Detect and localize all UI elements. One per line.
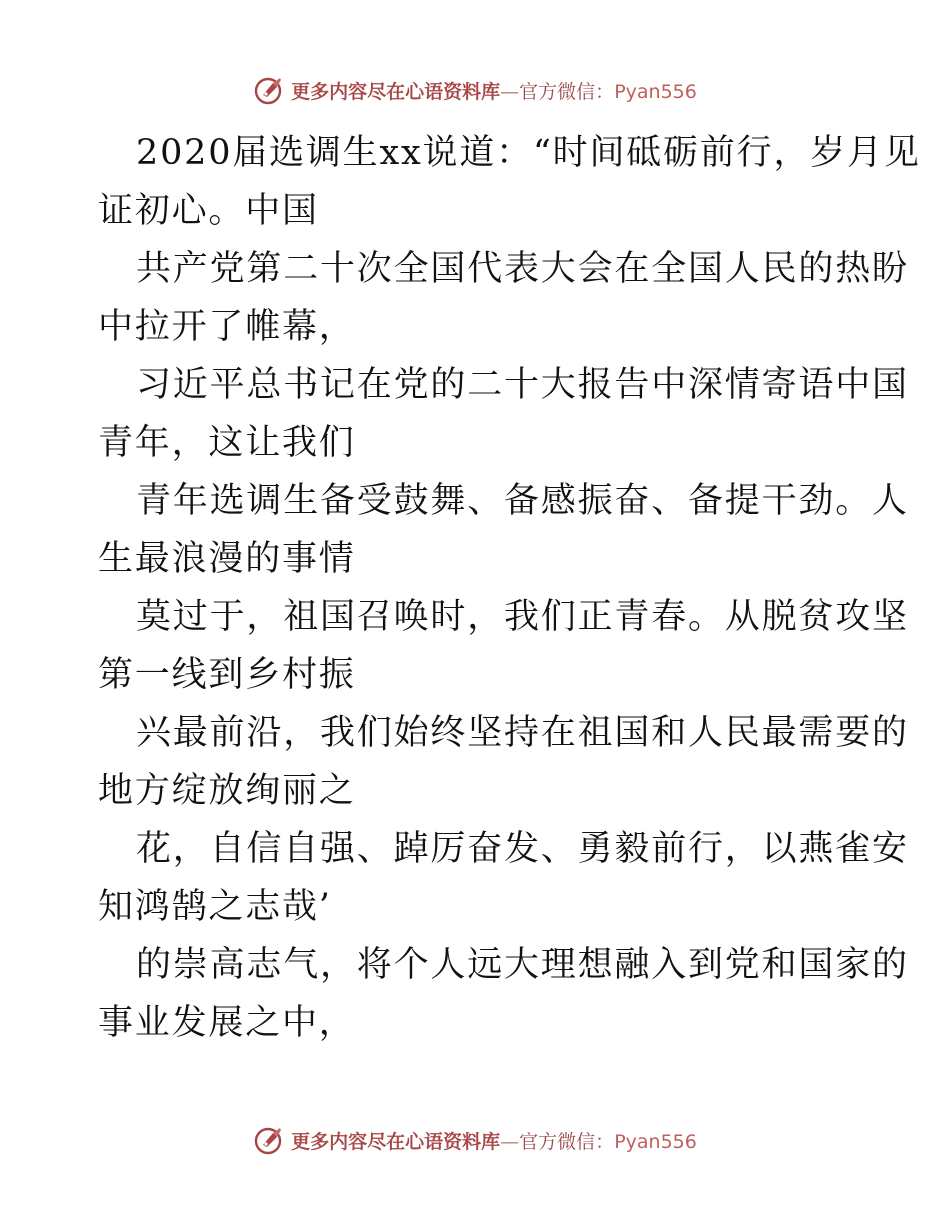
paragraph-3-line-1: 习近平总书记在党的二十大报告中深情寄语中国 bbox=[136, 365, 909, 405]
footer-banner bbox=[0, 1120, 950, 1160]
paragraph-4 bbox=[98, 472, 909, 588]
paragraph-2-line-2: 中拉开了帷幕， bbox=[98, 307, 356, 347]
document-body bbox=[98, 124, 921, 1052]
paragraph-4-line-1: 青年选调生备受鼓舞、备感振奋、备提干劲。人 bbox=[136, 481, 909, 521]
banner-wechat-id: Pyan556 bbox=[614, 80, 697, 103]
paragraph-6-line-2: 地方绽放绚丽之 bbox=[98, 771, 356, 811]
banner-wechat-label: 官方微信： bbox=[519, 80, 615, 103]
banner-wechat-id: Pyan556 bbox=[614, 1130, 697, 1153]
paragraph-1 bbox=[98, 124, 921, 240]
paragraph-5 bbox=[98, 588, 909, 704]
paragraph-7-line-2: 知鸿鹄之志哉’ bbox=[98, 887, 332, 927]
banner-dash: — bbox=[500, 80, 520, 103]
paragraph-3-line-2: 青年，这让我们 bbox=[98, 423, 356, 463]
paragraph-6 bbox=[98, 704, 909, 820]
banner-text bbox=[291, 1127, 697, 1154]
paragraph-4-line-2: 生最浪漫的事情 bbox=[98, 539, 356, 579]
paragraph-1-line-1: 2020届选调生xx说道：“时间砥砺前行，岁月见 bbox=[136, 133, 921, 173]
header-banner-inner bbox=[253, 73, 697, 107]
footer-banner-inner bbox=[253, 1123, 697, 1157]
paragraph-1-line-2: 证初心。中国 bbox=[98, 191, 319, 231]
banner-dash: — bbox=[500, 1130, 520, 1153]
paragraph-6-line-1: 兴最前沿，我们始终坚持在祖国和人民最需要的 bbox=[136, 713, 909, 753]
banner-text bbox=[291, 77, 697, 104]
paragraph-2 bbox=[98, 240, 909, 356]
header-banner bbox=[0, 70, 950, 110]
paragraph-5-line-2: 第一线到乡村振 bbox=[98, 655, 356, 695]
pen-nib-circle-icon bbox=[253, 73, 287, 107]
banner-wechat-label: 官方微信： bbox=[519, 1130, 615, 1153]
paragraph-3 bbox=[98, 356, 909, 472]
banner-site-name: 更多内容尽在心语资料库 bbox=[291, 1130, 501, 1153]
banner-site-name: 更多内容尽在心语资料库 bbox=[291, 80, 501, 103]
paragraph-8 bbox=[98, 936, 909, 1052]
paragraph-5-line-1: 莫过于，祖国召唤时，我们正青春。从脱贫攻坚 bbox=[136, 597, 909, 637]
paragraph-8-line-1: 的崇高志气，将个人远大理想融入到党和国家的 bbox=[136, 945, 909, 985]
pen-nib-circle-icon bbox=[253, 1123, 287, 1157]
paragraph-7 bbox=[98, 820, 909, 936]
paragraph-8-line-2: 事业发展之中， bbox=[98, 1003, 356, 1043]
paragraph-7-line-1: 花，自信自强、踔厉奋发、勇毅前行，以燕雀安 bbox=[136, 829, 909, 869]
paragraph-2-line-1: 共产党第二十次全国代表大会在全国人民的热盼 bbox=[136, 249, 909, 289]
